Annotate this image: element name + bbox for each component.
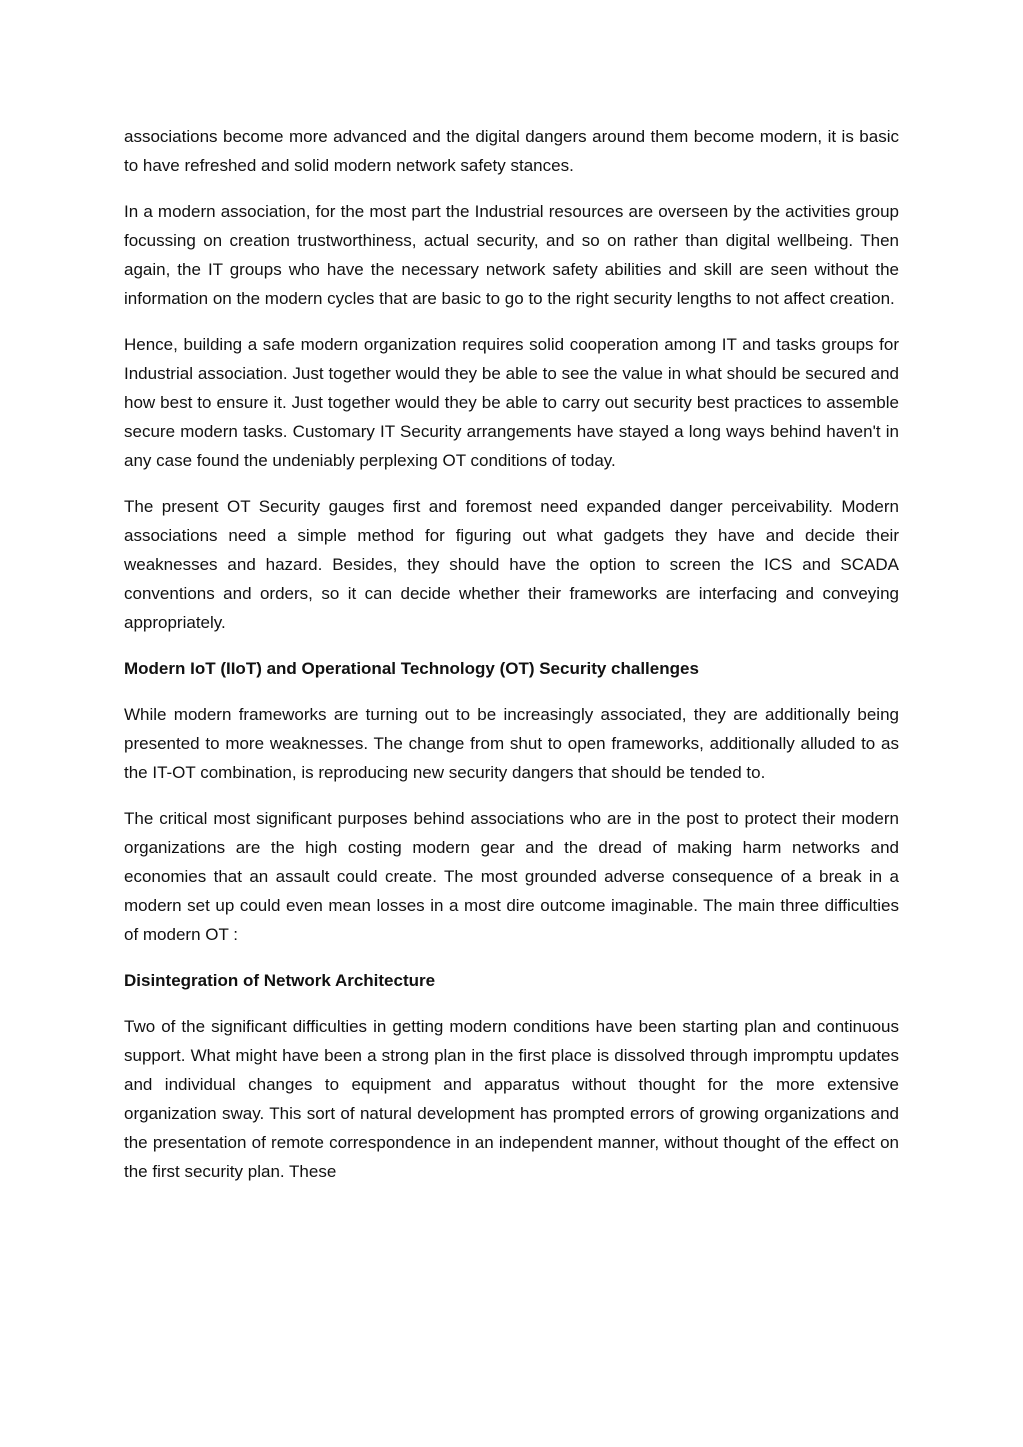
paragraph-critical-purposes: The critical most significant purposes behind associations who are in the post to protect their modern organizations are the high costing modern gear and the dread of making harm networks and economies that an assault could create. The most grounded adverse consequence of a break in a modern set up could even mean losses in a most dire outcome imaginable. The main three difficulties of modern OT : xyxy=(124,809,899,944)
document-page xyxy=(124,122,899,1186)
paragraph-ot-security-gauges: The present OT Security gauges first and foremost need expanded danger perceivability. Modern associations need a simple method for figuring out what gadgets they have and decide their weaknesses and hazard. Besides, they should have the option to screen the ICS and SCADA conventions and orders, so it can decide whether their frameworks are interfacing and conveying appropriately. xyxy=(124,497,899,632)
paragraph-significant-difficulties: Two of the significant difficulties in getting modern conditions have been starting plan and continuous support. What might have been a strong plan in the first place is dissolved through impromptu updates and individual changes to equipment and apparatus without thought for the more extensive organization sway. This sort of natural development has prompted errors of growing organizations and the presentation of remote correspondence in an independent manner, without thought of the effect on the first security plan. These xyxy=(124,1017,899,1181)
paragraph-intro-continuation: associations become more advanced and the digital dangers around them become modern, it is basic to have refreshed and solid modern network safety stances. xyxy=(124,127,899,175)
paragraph-safe-modern-organization: Hence, building a safe modern organization requires solid cooperation among IT and tasks groups for Industrial association. Just together would they be able to see the value in what should be secured and how best to ensure it. Just together would they be able to carry out security best practices to assemble secure modern tasks. Customary IT Security arrangements have stayed a long ways behind haven't in any case found the undeniably perplexing OT conditions of today. xyxy=(124,335,899,470)
heading-network-architecture: Disintegration of Network Architecture xyxy=(124,971,436,990)
paragraph-industrial-resources: In a modern association, for the most part the Industrial resources are overseen by the activities group focussing on creation trustworthiness, actual security, and so on rather than digital wellbeing. Then again, the IT groups who have the necessary network safety abilities and skill are seen without the information on the modern cycles that are basic to go to the right security lengths to not affect creation. xyxy=(124,202,899,308)
heading-iiot-ot-challenges: Modern IoT (IIoT) and Operational Technology (OT) Security challenges xyxy=(124,659,699,678)
paragraph-modern-frameworks: While modern frameworks are turning out to be increasingly associated, they are additionally being presented to more weaknesses. The change from shut to open frameworks, additionally alluded to as the IT-OT combination, is reproducing new security dangers that should be tended to. xyxy=(124,705,899,782)
